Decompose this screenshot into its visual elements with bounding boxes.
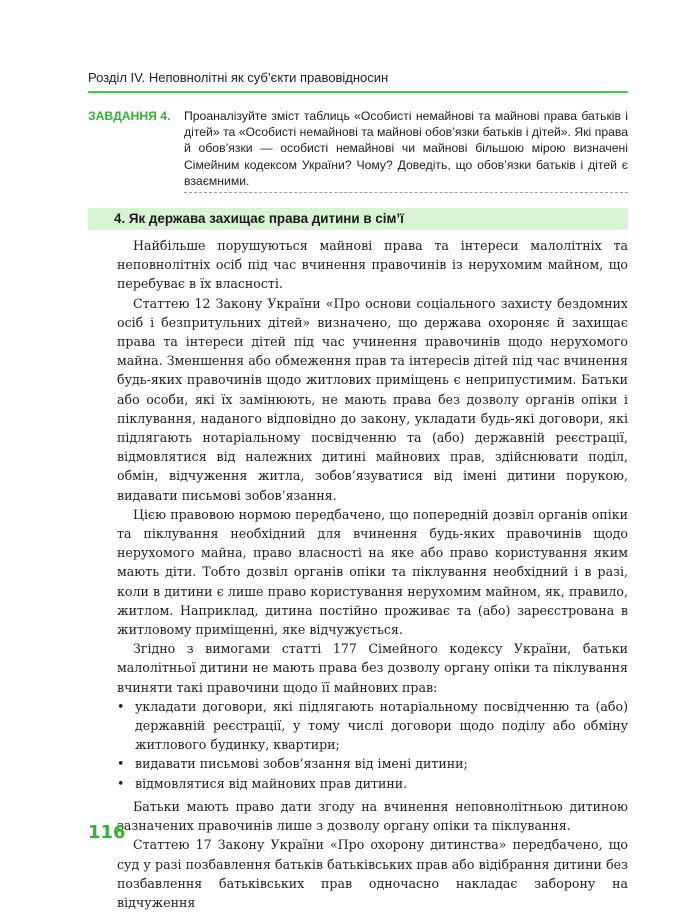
bullet-icon: • bbox=[117, 698, 125, 714]
section-title: 4. Як держава захищає права дитини в сім’ї bbox=[114, 211, 404, 226]
body-text bbox=[117, 236, 628, 912]
list-item bbox=[117, 697, 628, 755]
bullet-icon: • bbox=[117, 756, 125, 772]
task-label: ЗАВДАННЯ 4. bbox=[88, 109, 171, 123]
list-item-text: укладати договори, які підлягають нотаріальному посвідченню та (або) державній реєстрації, у тому числі договори щодо поділу або обміну житлового будинку, квартири; bbox=[135, 698, 628, 753]
paragraph: Статтею 17 Закону України «Про охорону дитинства» передбачено, що суд у разі позбавлення батьків батьківських прав або відібрання дитини без позбавлення батьківських прав одночасно накладає заборону на відчуження bbox=[117, 837, 628, 910]
task-divider bbox=[184, 192, 628, 193]
paragraph: Батьки мають право дати згоду на вчинення неповнолітньою дитиною зазначених правочинів лише з дозволу органу опіки та піклування. bbox=[117, 798, 628, 834]
paragraph: Найбільше порушуються майнові права та інтереси малолітніх та неповнолітніх осіб під час вчинення правочинів із нерухомим майном, що перебуває в їх власності. bbox=[117, 238, 628, 292]
page-number: 116 bbox=[88, 822, 126, 843]
list-item bbox=[117, 754, 628, 773]
list-item bbox=[117, 774, 628, 793]
task-block bbox=[88, 108, 628, 189]
bullet-icon: • bbox=[117, 775, 125, 791]
task-text: Проаналізуйте зміст таблиць «Особисті немайнові та майнові права батьків і дітей» та «Особисті немайнові та майнові обов’язки батьків і дітей». Які права й обов’язки — особисті немайнові чи майнові більшою мірою визначені Сімейним кодексом України? Чому? Доведіть, що обов’язки батьків і дітей є взаємними. bbox=[184, 109, 628, 188]
paragraph: Цією правовою нормою передбачено, що попередній дозвіл органів опіки та піклування необхідний для вчинення будь-яких правочинів щодо нерухомого майна, право власності на яке або право користування яким мають діти. Тобто дозвіл органів опіки та піклування необхідний і в разі, коли в дитини є лише право користування нерухомим майном, як, правило, житлом. Наприклад, дитина постійно проживає та (або) зареєстрована в житловому приміщенні, яке відчужується. bbox=[117, 506, 628, 638]
list-item-text: видавати письмові зобов’язання від імені дитини; bbox=[135, 756, 468, 772]
running-header: Розділ IV. Неповнолітні як суб’єкти правовідносин bbox=[88, 70, 389, 85]
header-divider bbox=[88, 91, 628, 93]
paragraph: Згідно з вимогами статті 177 Сімейного кодексу України, батьки малолітньої дитини не мають права без дозволу органу опіки та піклування вчиняти такі правочини щодо її майнових прав: bbox=[117, 641, 628, 695]
bullet-list bbox=[117, 697, 628, 793]
paragraph: Статтею 12 Закону України «Про основи соціального захисту бездомних осіб і безпритульних дітей» визначено, що держава охороняє й захищає права та інтереси дітей під час учинення правочинів щодо нерухомого майна. Зменшення або обмеження прав та інтересів дітей під час вчинення будь-яких правочинів щодо житлових приміщень є неприпустимим. Батьки або особи, які їх замінюють, не мають права без дозволу органів опіки і піклування, наданого відповідно до закону, укладати будь-які договори, які підлягають нотаріальному посвідченню та (або) державній реєстрації, відмовлятися від належних дитині майнових прав, здійснювати поділ, обмін, відчуження житла, зобов’язуватися від імені дитини порукою, видавати письмові зобов’язання. bbox=[117, 295, 628, 503]
list-item-text: відмовлятися від майнових прав дитини. bbox=[135, 775, 408, 791]
